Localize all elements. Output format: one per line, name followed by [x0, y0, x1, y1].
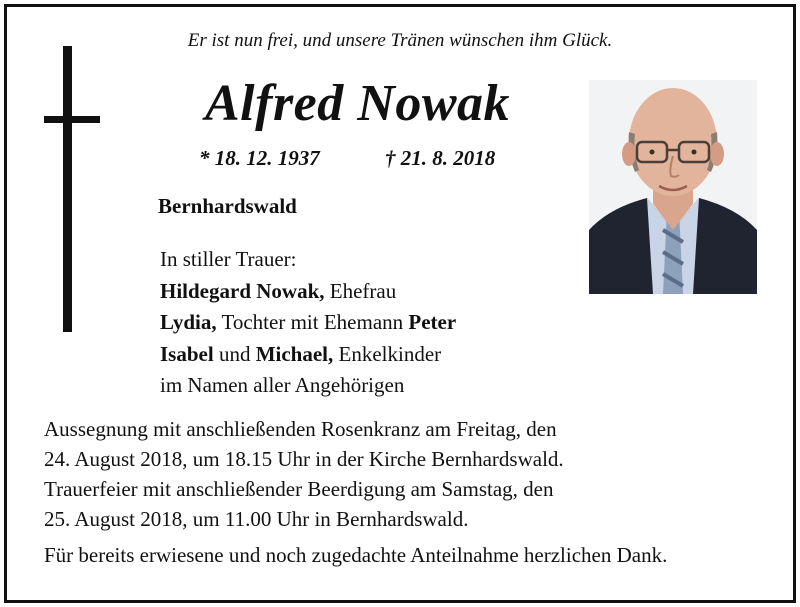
mourner-name: Lydia, — [160, 310, 217, 334]
mourner-relation: Tochter mit Ehemann — [216, 310, 409, 334]
motto: Er ist nun frei, und unsere Tränen wünschen ihm Glück. — [187, 30, 613, 51]
portrait-image — [589, 80, 757, 294]
hometown: Bernhardswald — [158, 194, 297, 218]
announcement-line: 24. August 2018, um 18.15 Uhr in der Kirche Bernhardswald. — [44, 447, 564, 471]
mourners-intro: In stiller Trauer: — [160, 247, 297, 271]
mourner-line — [160, 339, 456, 371]
mourner-name: Michael, — [255, 341, 334, 366]
death-date: † 21. 8. 2018 — [385, 146, 496, 170]
mourner-name: Isabel — [160, 341, 214, 366]
mourner-name: Peter — [408, 310, 457, 334]
announcement-line: 25. August 2018, um 11.00 Uhr in Bernhardswald. — [44, 507, 469, 531]
service-announcement — [44, 414, 564, 534]
birth-date: * 18. 12. 1937 — [199, 146, 320, 170]
mourner-connector: und — [213, 341, 256, 366]
mourners-block — [160, 244, 456, 402]
mourner-line — [160, 307, 456, 339]
deceased-name: Alfred Nowak — [205, 75, 510, 132]
mourner-name: Hildegard Nowak, — [160, 278, 325, 303]
thanks-line: Für bereits erwiesene und noch zugedachte Anteilnahme herzlichen Dank. — [44, 543, 668, 567]
portrait-photo — [589, 80, 757, 294]
mourner-relation: Enkelkinder — [333, 341, 442, 366]
announcement-line: Aussegnung mit anschließenden Rosenkranz am Freitag, den — [44, 417, 557, 441]
announcement-line: Trauerfeier mit anschließender Beerdigung am Samstag, den — [44, 477, 554, 501]
cross-icon — [63, 46, 70, 332]
mourner-line — [160, 276, 456, 308]
mourner-relation: Ehefrau — [324, 278, 397, 303]
cross-icon-bar — [44, 116, 100, 123]
mourners-closing: im Namen aller Angehörigen — [160, 373, 405, 397]
